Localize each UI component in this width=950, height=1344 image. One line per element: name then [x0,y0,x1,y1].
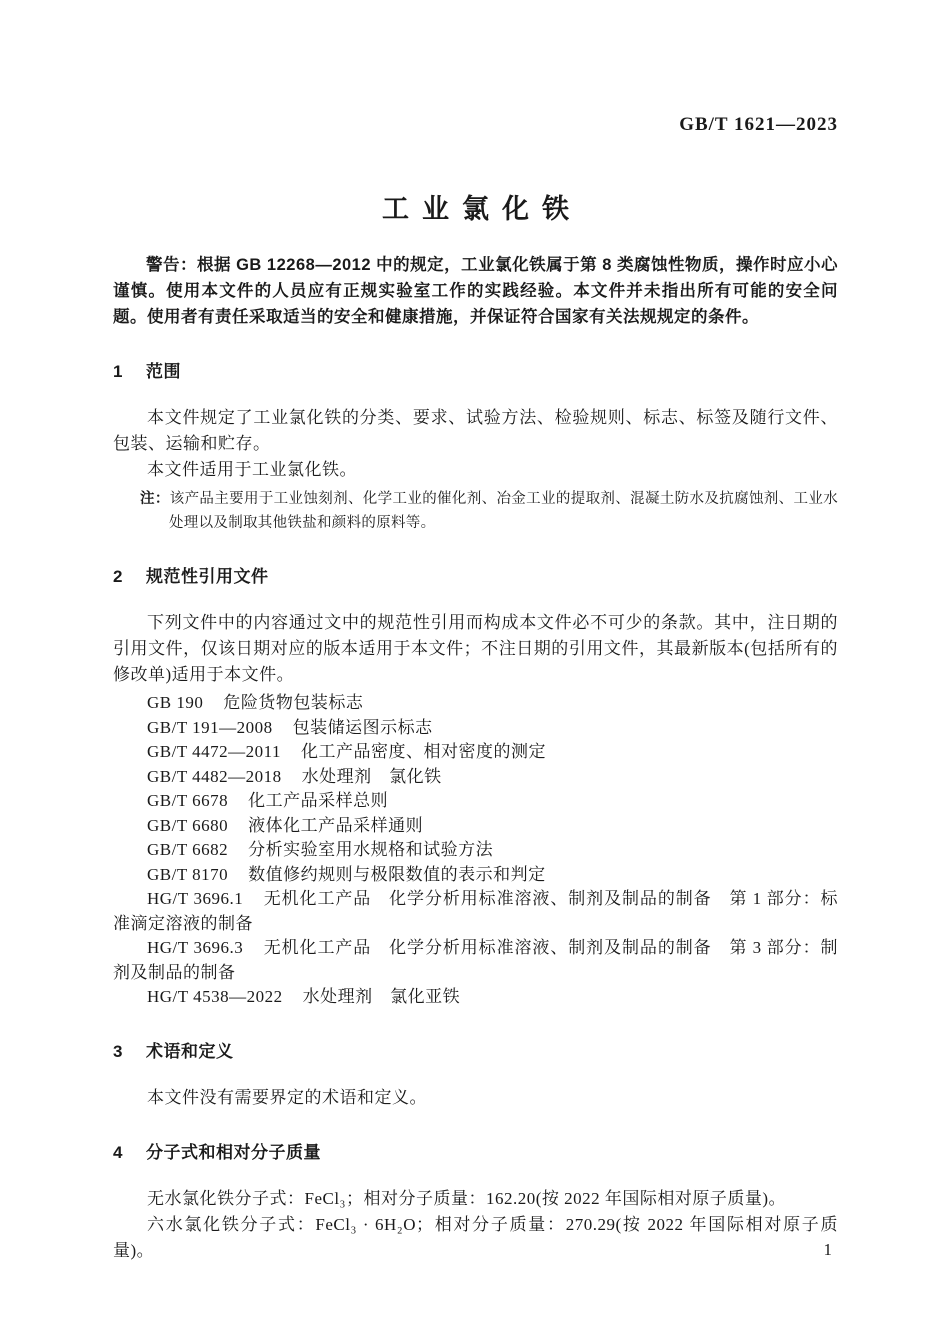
reference-item [113,691,838,716]
scope-paragraph-1: 本文件规定了工业氯化铁的分类、要求、试验方法、检验规则、标志、标签及随行文件、包装、运输和贮存。 [113,408,838,453]
reference-code: GB 190 [147,693,204,712]
note-label: 注： [140,491,170,507]
section-1-heading [113,359,838,385]
reference-item [113,716,838,741]
section-3-heading [113,1039,838,1065]
formula-paragraph-1: 无水氯化铁分子式：FeCl₃；相对分子质量：162.20(按 2022 年国际相对原子质量)。 [147,1188,787,1208]
section-4-heading [113,1140,838,1166]
page-content [113,0,838,1264]
reference-title: 化工产品密度、相对密度的测定 [301,742,547,761]
reference-title: 危险货物包装标志 [223,693,364,712]
reference-item [113,814,838,839]
reference-code: HG/T 4538—2022 [147,987,283,1006]
section-2-title: 规范性引用文件 [146,567,269,586]
reference-code: GB/T 6678 [147,791,229,810]
scope-note [113,487,838,535]
section-2-heading [113,564,838,590]
reference-code: GB/T 191—2008 [147,717,273,737]
section-1-number: 1 [113,362,123,381]
section-3-title: 术语和定义 [146,1041,234,1061]
reference-title: 数值修约规则与极限数值的表示和判定 [248,864,546,884]
note-text: 该产品主要用于工业蚀刻剂、化学工业的催化剂、冶金工业的提取剂、混凝土防水及抗腐蚀剂、工业水处理以及制取其他铁盐和颜料的原料等。 [169,491,839,531]
reference-code: GB/T 4482—2018 [147,766,282,786]
reference-title: 无机化工产品 化学分析用标准溶液、制剂及制品的制备 第 3 部分：制剂及制品的制备 [113,938,839,982]
section-3-number: 3 [113,1041,123,1061]
terms-paragraph: 本文件没有需要界定的术语和定义。 [147,1087,427,1107]
reference-code: GB/T 6680 [147,815,229,835]
section-4-title: 分子式和相对分子质量 [146,1142,321,1162]
reference-code: GB/T 8170 [147,864,229,884]
reference-item [113,936,838,985]
section-2-number: 2 [113,567,123,586]
reference-title: 水处理剂 氯化铁 [301,766,442,786]
reference-title: 水处理剂 氯化亚铁 [302,987,461,1006]
section-1-title: 范围 [146,362,181,381]
reference-code: GB/T 6682 [147,840,229,859]
section-4-number: 4 [113,1142,123,1162]
reference-code: HG/T 3696.1 [147,889,244,908]
document-title: 工业氯化铁 [382,194,582,224]
reference-title: 包装储运图示标志 [292,717,433,737]
reference-item [113,985,838,1010]
reference-item [113,838,838,863]
reference-title: 分析实验室用水规格和试验方法 [248,840,494,859]
references-intro: 下列文件中的内容通过文中的规范性引用而构成本文件必不可少的条款。其中，注日期的引用文件，仅该日期对应的版本适用于本文件；不注日期的引用文件，其最新版本(包括所有的修改单)适用于本文件。 [113,613,838,684]
reference-item [113,863,838,888]
reference-code: HG/T 3696.3 [147,938,244,957]
scope-paragraph-2: 本文件适用于工业氯化铁。 [147,460,357,479]
reference-item [113,789,838,814]
reference-item [113,765,838,790]
reference-item [113,740,838,765]
warning-paragraph: 警告：根据 GB 12268—2012 中的规定，工业氯化铁属于第 8 类腐蚀性物质，操作时应小心谨慎。使用本文件的人员应有正规实验室工作的实践经验。本文件并未指出所有可能的安全问题。使用者有责任采取适当的安全和健康措施，并保证符合国家有关法规规定的条件。 [113,256,838,326]
reference-title: 化工产品采样总则 [248,791,389,810]
reference-title: 液体化工产品采样通则 [248,815,424,835]
reference-item [113,887,838,936]
reference-code: GB/T 4472—2011 [147,742,282,761]
reference-title: 无机化工产品 化学分析用标准溶液、制剂及制品的制备 第 1 部分：标准滴定溶液的制备 [113,889,839,933]
standard-number: GB/T 1621—2023 [679,114,838,135]
page-number: 1 [823,1240,832,1259]
references-list [113,691,838,1010]
formula-paragraph-2: 六水氯化铁分子式：FeCl₃ · 6H₂O；相对分子质量：270.29(按 2022 年国际相对原子质量)。 [113,1214,838,1260]
